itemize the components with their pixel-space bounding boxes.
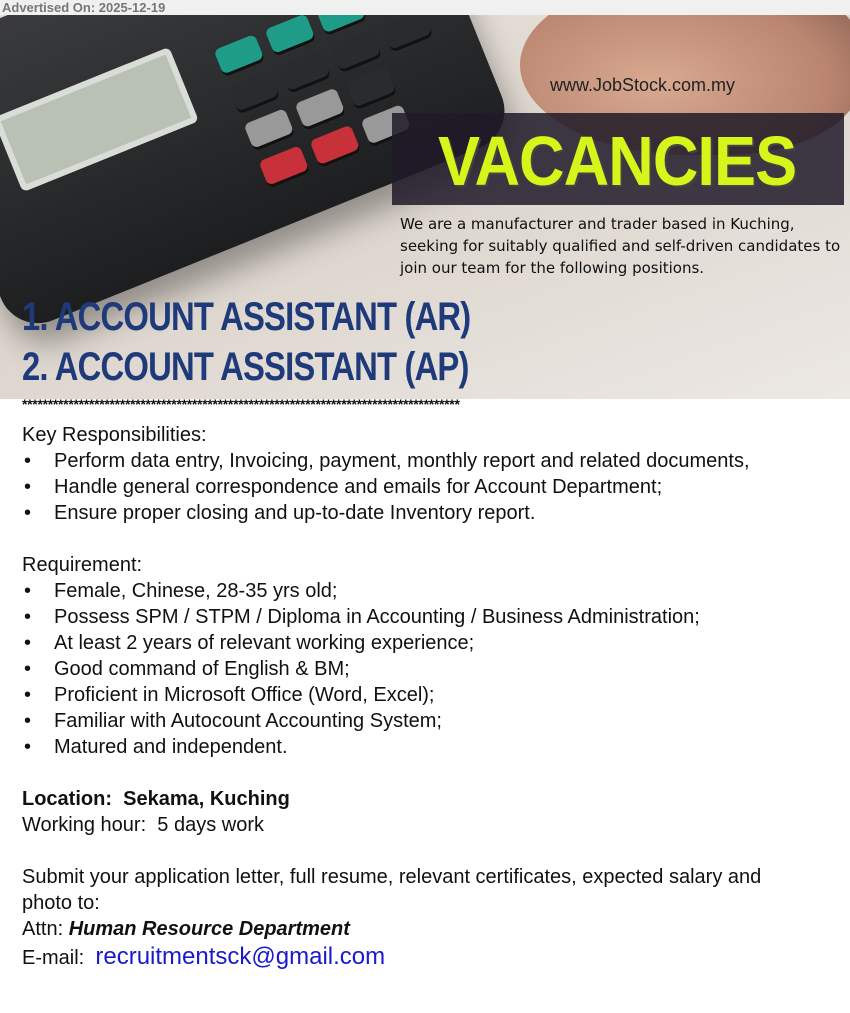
position-title: 2. ACCOUNT ASSISTANT (AP)	[22, 345, 469, 389]
list-item: • Good command of English & BM;	[22, 656, 812, 682]
email-label: E-mail:	[22, 947, 85, 969]
email-link[interactable]: recruitmentsck@gmail.com	[95, 943, 386, 970]
email	[22, 944, 812, 971]
company-intro: We are a manufacturer and trader based in Kuching, seeking for suitably qualified and self-driven candidates to join our team for the following positions.	[400, 215, 841, 277]
list-item: • Proficient in Microsoft Office (Word, Excel);	[22, 682, 812, 708]
location-label: Location:	[22, 788, 112, 810]
submit-instructions: Submit your application letter, full resume, relevant certificates, expected salary and photo to:	[22, 866, 762, 914]
job-details	[22, 422, 812, 971]
list-item: • Perform data entry, Invoicing, payment, monthly report and related documents,	[22, 448, 812, 474]
list-item: • Handle general correspondence and emails for Account Department;	[22, 474, 812, 500]
location	[22, 786, 812, 812]
list-item: • Female, Chinese, 28-35 yrs old;	[22, 578, 812, 604]
hours-value: 5 days work	[157, 814, 264, 836]
attention	[22, 916, 812, 942]
location-value: Sekama, Kuching	[123, 788, 290, 810]
website-url: www.JobStock.com.my	[550, 75, 736, 95]
list-item: • Familiar with Autocount Accounting System;	[22, 708, 812, 734]
list-item: • Matured and independent.	[22, 734, 812, 760]
list-item: • Ensure proper closing and up-to-date Inventory report.	[22, 500, 812, 526]
attn-value: Human Resource Department	[68, 918, 350, 940]
divider: *************************************************************************************	[22, 396, 460, 412]
hero-banner	[0, 15, 850, 399]
list-item: • Possess SPM / STPM / Diploma in Accounting / Business Administration;	[22, 604, 812, 630]
position-title: 1. ACCOUNT ASSISTANT (AR)	[22, 295, 471, 339]
attn-label: Attn:	[22, 918, 64, 940]
list-item: • At least 2 years of relevant working experience;	[22, 630, 812, 656]
working-hour	[22, 812, 812, 838]
advertised-date: Advertised On: 2025-12-19	[0, 0, 850, 15]
requirement-heading: Requirement:	[22, 554, 143, 576]
hours-label: Working hour:	[22, 814, 147, 836]
responsibilities-heading: Key Responsibilities:	[22, 424, 207, 446]
vacancies-title: VACANCIES	[438, 122, 797, 200]
